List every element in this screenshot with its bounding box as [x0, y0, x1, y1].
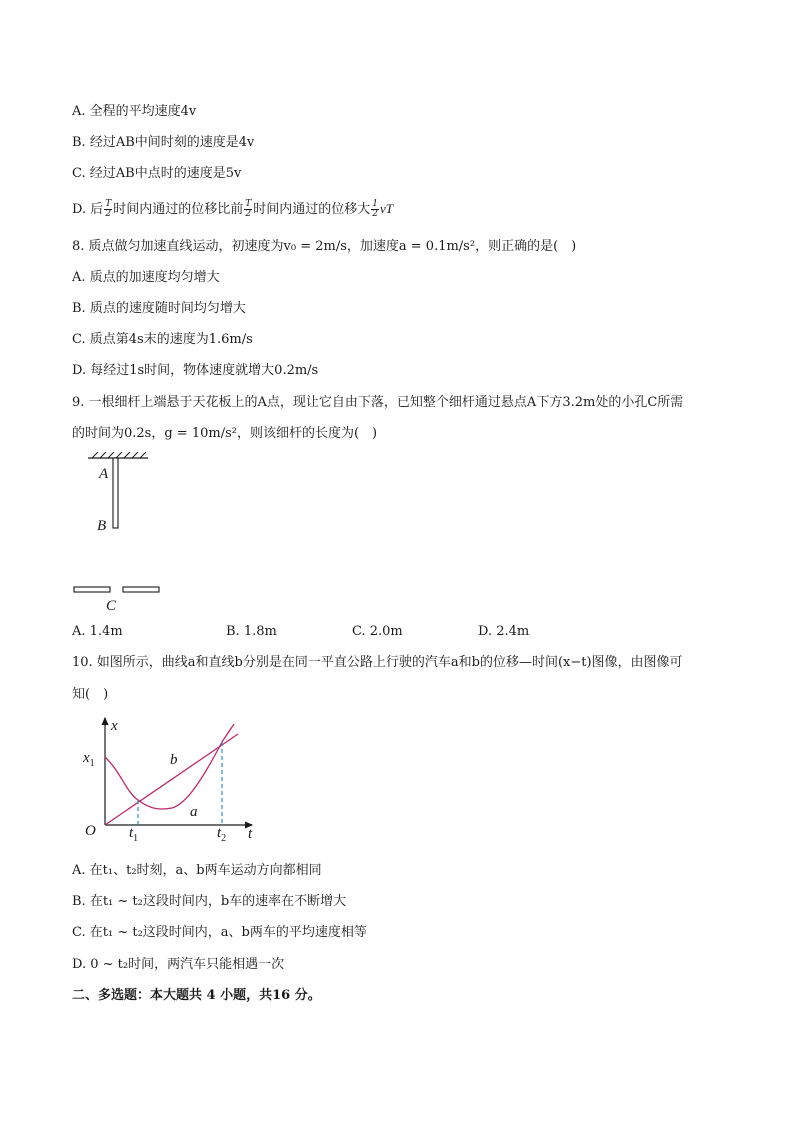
q7-option-d-prefix: D. 后	[72, 202, 104, 217]
q8-stem: 8. 质点做匀加速直线运动，初速度为v₀ = 2m/s，加速度a = 0.1m/s²，则正确的是( )	[72, 239, 577, 254]
line-b	[105, 734, 238, 825]
rod-label-b: B	[97, 518, 107, 534]
fraction-t-over-2: $\frac{T}{2}$	[105, 199, 112, 219]
q7-option-b: B. 经过AB中间时刻的速度是4v	[72, 135, 255, 150]
q9-option-d: D. 2.4m	[478, 624, 530, 639]
section-heading: 二、多选题：本大题共 4 小题，共16 分。	[72, 988, 321, 1003]
x1-label: $x_1$	[83, 750, 95, 769]
fraction-one-half: $\frac{1}{2}$	[372, 199, 379, 219]
q9-option-a: A. 1.4m	[72, 624, 123, 639]
plate-left	[74, 587, 110, 592]
q7-option-d-middle: 时间内通过的位移比前	[113, 202, 244, 217]
t2-label: $t_2$	[217, 825, 227, 844]
plate-right	[123, 587, 159, 592]
q8-option-c: C. 质点第4s末的速度为1.6m/s	[72, 332, 253, 347]
rod	[113, 458, 118, 528]
q8-option-d: D. 每经过1s时间，物体速度就增大0.2m/s	[72, 363, 319, 378]
q10-option-a: A. 在t₁、t₂时刻，a、b两车运动方向都相同	[72, 863, 322, 878]
fraction-t-over-2-second: $\frac{T}{2}$	[245, 199, 252, 219]
curve-a-label: a	[190, 804, 198, 820]
q7-option-d	[72, 200, 393, 219]
q10-option-d: D. 0 ~ t₂时间，两汽车只能相遇一次	[72, 957, 285, 972]
q7-option-c: C. 经过AB中点时的速度是5v	[72, 166, 242, 181]
q7-option-a: A. 全程的平均速度4v	[72, 104, 197, 119]
ceiling-hatch	[92, 452, 146, 458]
q10-xt-graph	[76, 712, 266, 847]
t1-label: $t_1$	[129, 825, 139, 844]
q9-option-b: B. 1.8m	[226, 624, 277, 639]
rod-label-a: A	[99, 466, 109, 482]
q9-stem-line1: 9. 一根细杆上端悬于天花板上的A点，现让它自由下落，已知整个细杆通过悬点A下方3.2m处的小孔C所需	[72, 395, 684, 410]
q9-rod-figure	[70, 448, 180, 618]
q8-option-a: A. 质点的加速度均匀增大	[72, 270, 220, 285]
t-axis-label: t	[248, 826, 253, 842]
q10-option-b: B. 在t₁ ~ t₂这段时间内，b车的速率在不断增大	[72, 894, 347, 909]
x-axis-label: x	[111, 718, 118, 734]
q7-option-d-end: vT	[380, 201, 394, 216]
q7-option-d-post: 时间内通过的位移大	[253, 202, 371, 217]
q10-stem-line2: 知( )	[72, 687, 109, 702]
hole-label-c: C	[106, 598, 117, 614]
q10-option-c: C. 在t₁ ~ t₂这段时间内，a、b两车的平均速度相等	[72, 925, 367, 940]
q10-stem-line1: 10. 如图所示，曲线a和直线b分别是在同一平直公路上行驶的汽车a和b的位移—时间(x−t)图像，由图像可	[72, 655, 683, 670]
origin-label: O	[85, 823, 96, 839]
line-b-label: b	[170, 752, 178, 768]
q9-stem-line2: 的时间为0.2s，g = 10m/s²，则该细杆的长度为( )	[72, 426, 378, 441]
q9-option-c: C. 2.0m	[352, 624, 403, 639]
q8-option-b: B. 质点的速度随时间均匀增大	[72, 301, 246, 316]
